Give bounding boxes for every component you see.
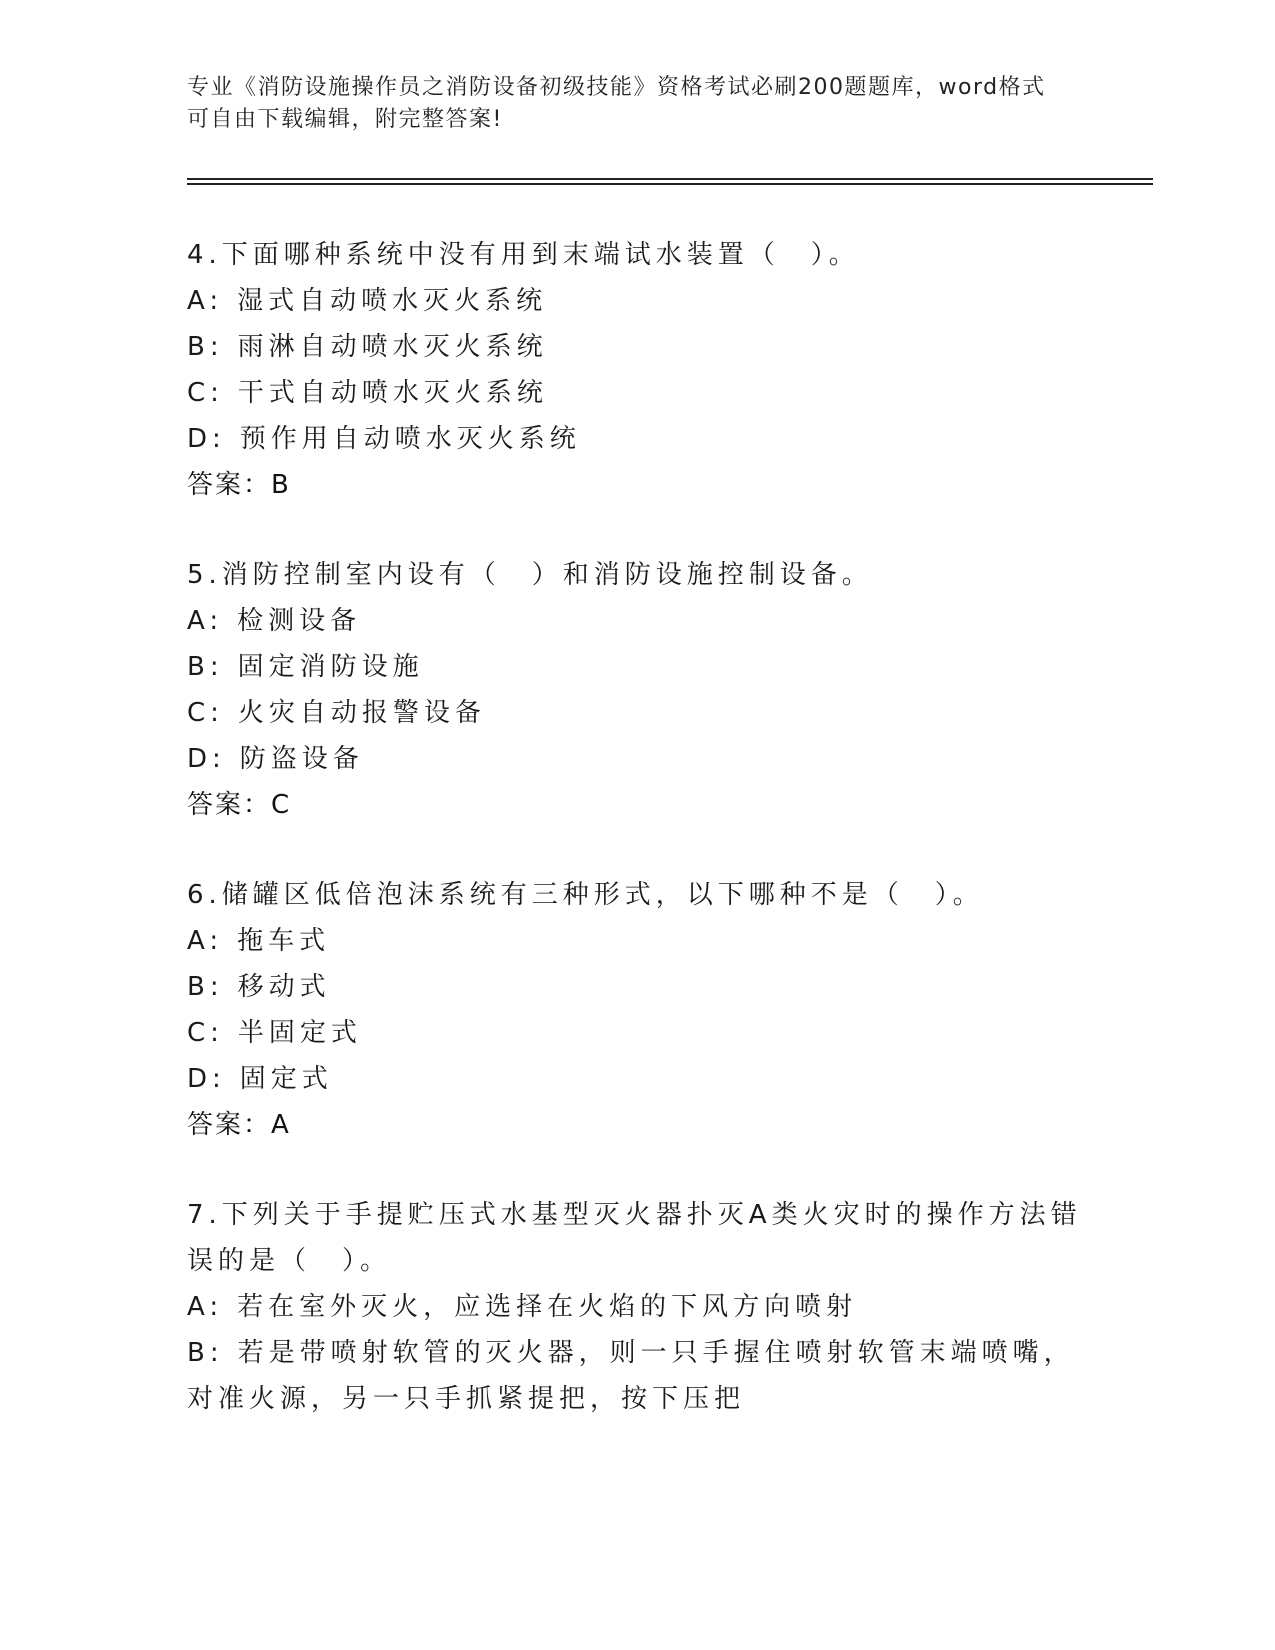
option-text: 火灾自动报警设备: [237, 698, 486, 728]
option-text: 预作用自动喷水灭火系统: [239, 424, 581, 454]
answer-line: 答案：B: [187, 470, 291, 500]
option-d: [187, 416, 1087, 462]
option-text: 固定式: [239, 1064, 333, 1094]
answer-line: 答案：C: [187, 790, 292, 820]
option-letter: B:: [187, 972, 224, 1002]
option-letter: B:: [187, 1338, 224, 1368]
option-b: [187, 1330, 1087, 1422]
question-5: [187, 552, 1087, 828]
option-text: 检测设备: [237, 606, 362, 636]
option-d: [187, 1056, 1087, 1102]
option-letter: C:: [187, 1018, 224, 1048]
option-b: [187, 644, 1087, 690]
option-letter: B:: [187, 332, 224, 362]
option-c: [187, 1010, 1087, 1056]
option-a: [187, 1284, 1087, 1330]
option-letter: C:: [187, 378, 224, 408]
option-text: 湿式自动喷水灭火系统: [237, 286, 548, 316]
option-c: [187, 370, 1087, 416]
option-d: [187, 736, 1087, 782]
option-c: [187, 690, 1087, 736]
option-letter: A:: [187, 286, 224, 316]
option-b: [187, 964, 1087, 1010]
option-text: 移动式: [237, 972, 331, 1002]
header-rule-top: [187, 178, 1153, 180]
option-text: 干式自动喷水灭火系统: [237, 378, 548, 408]
option-letter: C:: [187, 698, 224, 728]
option-a: [187, 278, 1087, 324]
option-text: 固定消防设施: [237, 652, 424, 682]
option-letter: D:: [187, 744, 226, 774]
option-b: [187, 324, 1087, 370]
option-letter: B:: [187, 652, 224, 682]
option-text: 防盗设备: [239, 744, 364, 774]
option-text: 半固定式: [237, 1018, 362, 1048]
question-stem: 4.下面哪种系统中没有用到末端试水装置（ ）。: [187, 240, 860, 270]
option-letter: A:: [187, 926, 224, 956]
question-6: [187, 872, 1087, 1148]
question-stem: 7.下列关于手提贮压式水基型灭火器扑灭A类火灾时的操作方法错误的是（ ）。: [187, 1200, 1082, 1276]
option-letter: D:: [187, 424, 226, 454]
question-stem: 5.消防控制室内设有（ ）和消防设施控制设备。: [187, 560, 873, 590]
option-letter: D:: [187, 1064, 226, 1094]
option-a: [187, 598, 1087, 644]
document-header: [187, 72, 1067, 136]
option-letter: A:: [187, 606, 224, 636]
option-text: 雨淋自动喷水灭火系统: [237, 332, 548, 362]
question-7: [187, 1192, 1087, 1422]
option-text: 若在室外灭火，应选择在火焰的下风方向喷射: [237, 1292, 858, 1322]
header-rule-bottom: [187, 183, 1153, 185]
answer-line: 答案：A: [187, 1110, 291, 1140]
option-text: 若是带喷射软管的灭火器，则一只手握住喷射软管末端喷嘴，对准火源，另一只手抓紧提把，按下压把: [187, 1338, 1075, 1414]
question-stem: 6.储罐区低倍泡沫系统有三种形式，以下哪种不是（ ）。: [187, 880, 984, 910]
question-4: [187, 232, 1087, 508]
question-list: [187, 232, 1087, 1466]
option-text: 拖车式: [237, 926, 331, 956]
option-letter: A:: [187, 1292, 224, 1322]
option-a: [187, 918, 1087, 964]
header-text: 专业《消防设施操作员之消防设备初级技能》资格考试必刷200题题库，word格式可自由下载编辑，附完整答案!: [187, 75, 1046, 132]
